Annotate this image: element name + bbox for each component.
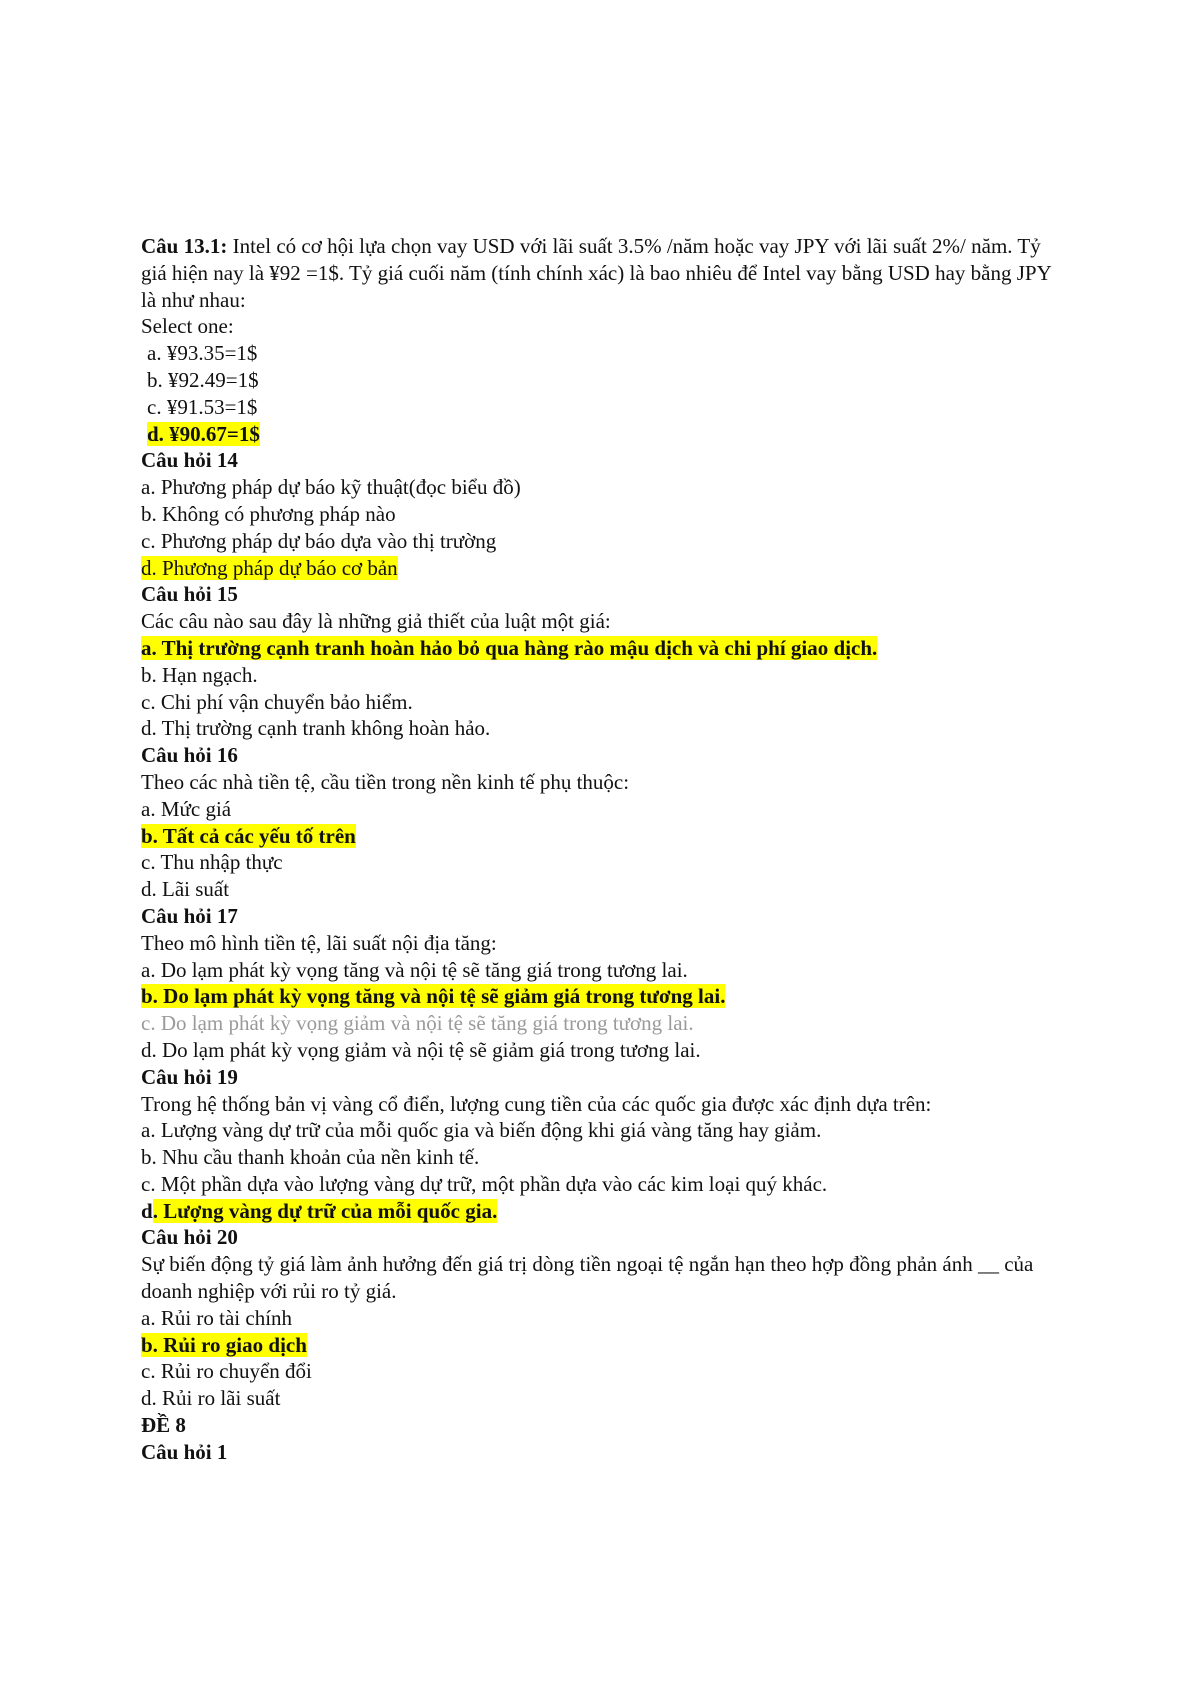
option-d-answer: d. Phương pháp dự báo cơ bản [141,555,398,580]
option-a: a. Rủi ro tài chính [141,1305,293,1330]
option-d-highlight: . Lượng vàng dự trữ của mỗi quốc gia. [152,1198,498,1223]
question-1-title: Câu hỏi 1 [141,1439,228,1464]
option-c: c. Thu nhập thực [141,850,283,875]
question-19-title: Câu hỏi 19 [141,1064,238,1089]
question-13-1 [141,233,1061,313]
option-d-prefix: d [141,1198,153,1223]
option-c: c. Rủi ro chuyển đổi [141,1359,312,1384]
question-text: Sự biến động tỷ giá làm ảnh hưởng đến giá trị dòng tiền ngoại tệ ngắn hạn theo hợp đồng phản ánh __ của doanh nghiệp với rủi ro tỷ giá. [141,1252,1034,1304]
question-label: Câu 13.1: [141,234,228,258]
option-a-answer: a. Thị trường cạnh tranh hoàn hảo bỏ qua hàng rào mậu dịch và chi phí giao dịch. [141,635,878,660]
option-b-answer: b. Do lạm phát kỳ vọng tăng và nội tệ sẽ giảm giá trong tương lai. [141,984,726,1009]
question-text: Theo mô hình tiền tệ, lãi suất nội địa tăng: [141,930,497,955]
question-17-title: Câu hỏi 17 [141,903,238,928]
question-16-title: Câu hỏi 16 [141,743,238,768]
question-text: Intel có cơ hội lựa chọn vay USD với lãi suất 3.5% /năm hoặc vay JPY với lãi suất 2%/ năm. Tỷ giá hiện nay là ¥92 =1$. Tỷ giá cuối năm (tính chính xác) là bao nhiêu để Intel vay bằng USD hay bằng JPY là như nhau: [141,234,1051,312]
question-text: Theo các nhà tiền tệ, cầu tiền trong nền kinh tế phụ thuộc: [141,769,630,794]
option-b-answer: b. Rủi ro giao dịch [141,1332,307,1357]
option-b: b. Hạn ngạch. [141,662,258,687]
question-14-title: Câu hỏi 14 [141,448,238,473]
question-20-title: Câu hỏi 20 [141,1225,238,1250]
option-b-answer: b. Tất cả các yếu tố trên [141,823,356,848]
option-a: a. Phương pháp dự báo kỹ thuật(đọc biểu đồ) [141,475,521,500]
question-15-title: Câu hỏi 15 [141,582,238,607]
option-d: d. Thị trường cạnh tranh không hoàn hảo. [141,716,491,741]
option-b: b. ¥92.49=1$ [147,367,259,392]
option-c: c. Một phần dựa vào lượng vàng dự trữ, một phần dựa vào các kim loại quý khác. [141,1171,828,1196]
option-b: b. Không có phương pháp nào [141,501,396,526]
document-content [141,233,1061,1466]
option-c: c. ¥91.53=1$ [147,394,258,419]
option-a: a. ¥93.35=1$ [147,341,258,366]
option-a: a. Do lạm phát kỳ vọng tăng và nội tệ sẽ tăng giá trong tương lai. [141,957,688,982]
option-d: d. Lãi suất [141,877,230,902]
option-d-answer: d. ¥90.67=1$ [147,421,260,446]
option-a: a. Mức giá [141,796,232,821]
option-d-answer [141,1198,1061,1225]
option-d: d. Do lạm phát kỳ vọng giảm và nội tệ sẽ giảm giá trong tương lai. [141,1037,701,1062]
option-a: a. Lượng vàng dự trữ của mỗi quốc gia và biến động khi giá vàng tăng hay giảm. [141,1118,822,1143]
option-c: c. Do lạm phát kỳ vọng giảm và nội tệ sẽ tăng giá trong tương lai. [141,1011,694,1036]
question-text: Các câu nào sau đây là những giả thiết của luật một giá: [141,609,611,634]
option-c: c. Phương pháp dự báo dựa vào thị trường [141,528,497,553]
exam-8-heading: ĐỀ 8 [141,1413,186,1438]
option-d: d. Rủi ro lãi suất [141,1386,281,1411]
question-text: Trong hệ thống bản vị vàng cổ điển, lượng cung tiền của các quốc gia được xác định dựa trên: [141,1091,932,1116]
select-one-label: Select one: [141,314,234,339]
option-c: c. Chi phí vận chuyển bảo hiểm. [141,689,413,714]
option-b: b. Nhu cầu thanh khoản của nền kinh tế. [141,1145,480,1170]
